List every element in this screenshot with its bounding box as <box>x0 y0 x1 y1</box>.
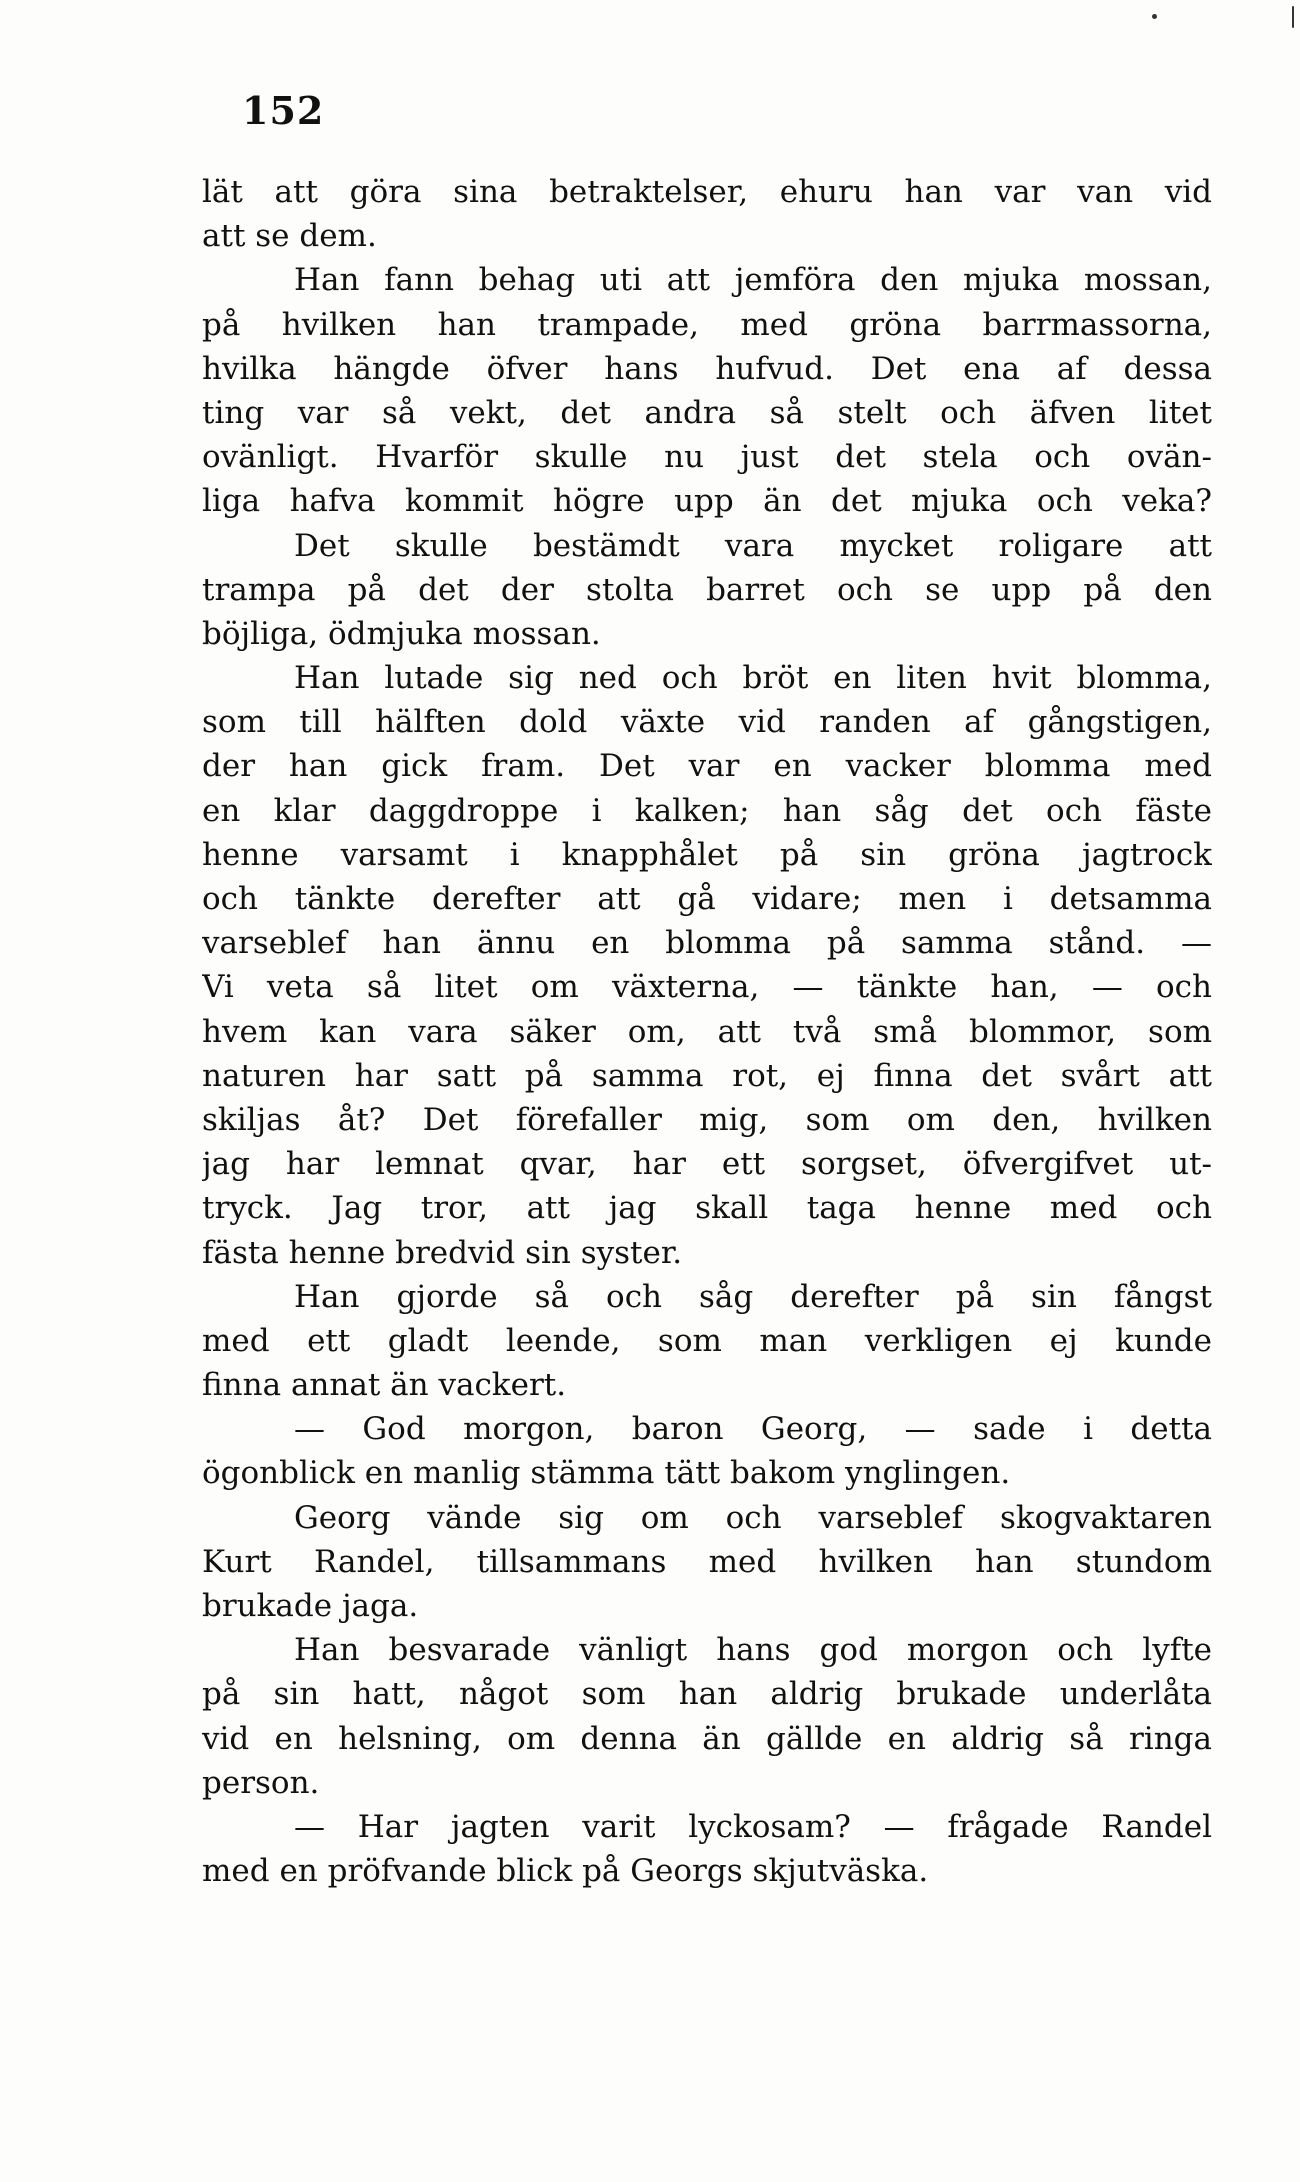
page-number: 152 <box>242 88 325 133</box>
text-line: person. <box>202 1764 320 1801</box>
text-line: jag har lemnat qvar, har ett sorgset, öfvergifvet ut- <box>202 1146 1212 1183</box>
text-line: naturen har satt på samma rot, ej finna det svårt att <box>202 1057 1212 1094</box>
text-line: Han gjorde så och såg derefter på sin fångst <box>294 1278 1212 1315</box>
text-line: Han lutade sig ned och bröt en liten hvit blomma, <box>294 660 1212 697</box>
text-line: Han fann behag uti att jemföra den mjuka mossan, <box>294 262 1212 299</box>
text-line: en klar daggdroppe i kalken; han såg det och fäste <box>202 792 1212 829</box>
text-line: skiljas åt? Det förefaller mig, som om den, hvilken <box>202 1101 1212 1138</box>
ink-speck <box>1292 6 1294 28</box>
text-line: Georg vände sig om och varseblef skogvaktaren <box>294 1499 1212 1536</box>
text-line: på sin hatt, något som han aldrig brukade underlåta <box>202 1676 1212 1713</box>
text-line: med ett gladt leende, som man verkligen ej kunde <box>202 1322 1212 1359</box>
text-line: och tänkte derefter att gå vidare; men i detsamma <box>202 881 1212 917</box>
text-line: hvilka hängde öfver hans hufvud. Det ena af dessa <box>202 350 1212 387</box>
text-line: finna annat än vackert. <box>202 1367 567 1404</box>
text-line: som till hälften dold växte vid randen af gångstigen, <box>202 704 1212 741</box>
text-line: der han gick fram. Det var en vacker blomma med <box>202 748 1212 785</box>
text-line: trampa på det der stolta barret och se upp på den <box>202 571 1212 608</box>
text-line: Han besvarade vänligt hans god morgon och lyfte <box>294 1632 1212 1669</box>
text-line: fästa henne bredvid sin syster. <box>202 1234 683 1271</box>
text-line: ovänligt. Hvarför skulle nu just det stela och ovän- <box>202 439 1212 476</box>
text-line: liga hafva kommit högre upp än det mjuka och veka? <box>202 483 1212 520</box>
text-line: hvem kan vara säker om, att två små blommor, som <box>202 1013 1212 1050</box>
text-line: lät att göra sina betraktelser, ehuru han var van vid <box>202 174 1212 210</box>
text-line: — Har jagten varit lyckosam? — frågade Randel <box>294 1808 1212 1845</box>
text-line: varseblef han ännu en blomma på samma stånd. — <box>202 925 1212 962</box>
text-line: med en pröfvande blick på Georgs skjutväska. <box>202 1853 929 1890</box>
text-line: — God morgon, baron Georg, — sade i detta <box>294 1411 1212 1448</box>
text-line: ting var så vekt, det andra så stelt och äfven litet <box>202 394 1212 431</box>
text-line: böjliga, ödmjuka mossan. <box>202 615 601 652</box>
text-line: på hvilken han trampade, med gröna barrmassorna, <box>202 306 1212 343</box>
body-text <box>202 170 1212 1893</box>
text-line: brukade jaga. <box>202 1588 419 1624</box>
text-line: Kurt Randel, tillsammans med hvilken han stundom <box>202 1543 1212 1580</box>
text-line: Vi veta så litet om växterna, — tänkte han, — och <box>202 969 1212 1006</box>
text-line: tryck. Jag tror, att jag skall taga henne med och <box>202 1190 1212 1227</box>
text-line: ögonblick en manlig stämma tätt bakom ynglingen. <box>202 1455 1011 1492</box>
text-line: att se dem. <box>202 218 377 255</box>
text-line: henne varsamt i knapphålet på sin gröna jagtrock <box>202 836 1212 873</box>
text-line: vid en helsning, om denna än gällde en aldrig så ringa <box>202 1720 1212 1757</box>
ink-speck <box>1152 14 1157 19</box>
text-line: Det skulle bestämdt vara mycket roligare att <box>294 527 1212 564</box>
